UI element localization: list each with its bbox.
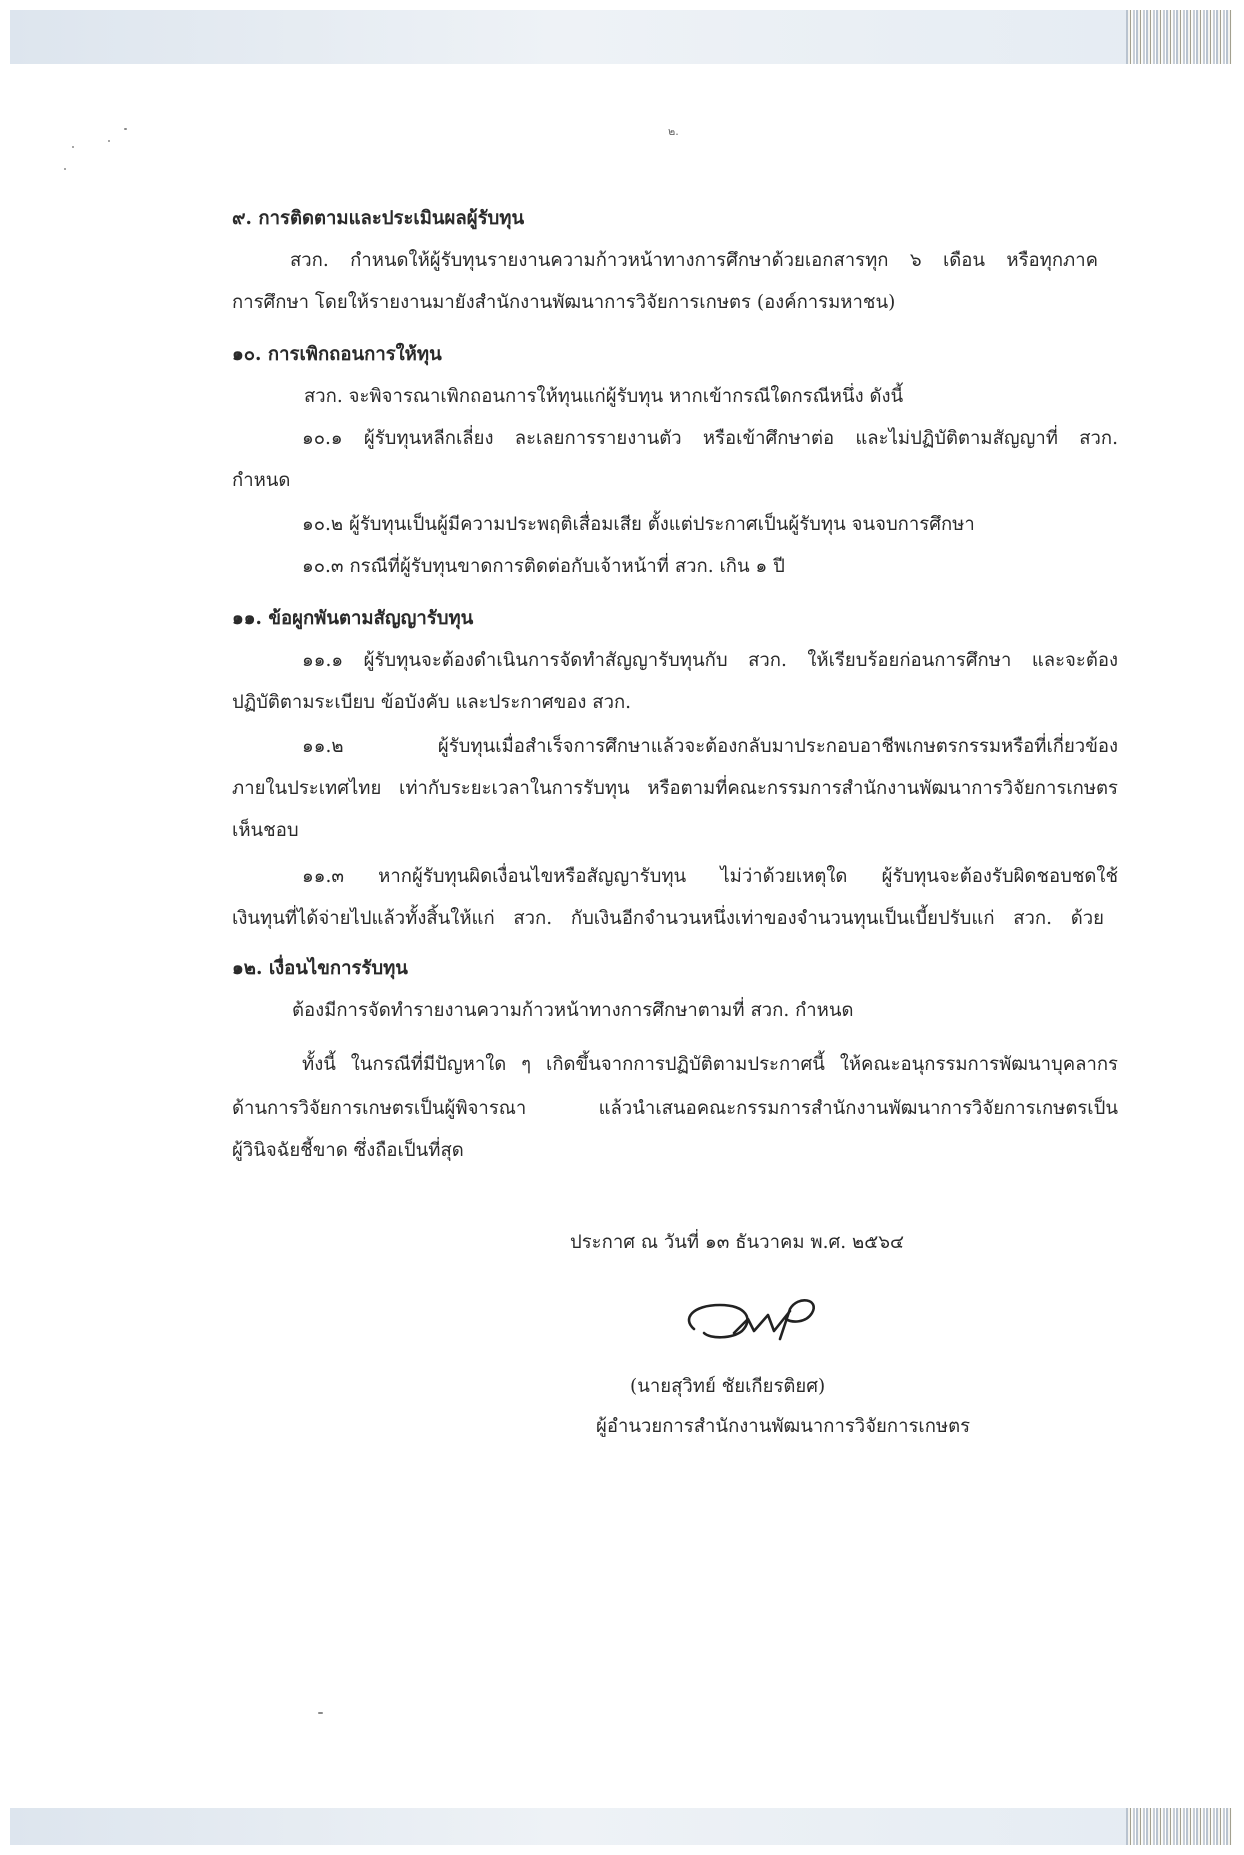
- section-11-item-2-line-2: ภายในประเทศไทย เท่ากับระยะเวลาในการรับทุน หรือตามที่คณะกรรมการสำนักงานพัฒนาการวิจัยการเกษตร: [232, 778, 1118, 799]
- section-9-heading: ๙. การติดตามและประเมินผลผู้รับทุน: [232, 208, 525, 229]
- section-9-paragraph-line-2: การศึกษา โดยให้รายงานมายังสำนักงานพัฒนาการวิจัยการเกษตร (องค์การมหาชน): [232, 292, 896, 313]
- section-10-item-3: ๑๐.๓ กรณีที่ผู้รับทุนขาดการติดต่อกับเจ้าหน้าที่ สวก. เกิน ๑ ปี: [302, 556, 785, 577]
- scan-band-bottom: [10, 1808, 1232, 1845]
- section-11-item-1-line-1: ๑๑.๑ ผู้รับทุนจะต้องดำเนินการจัดทำสัญญารับทุนกับ สวก. ให้เรียบร้อยก่อนการศึกษา และจะต้อง: [302, 650, 1118, 671]
- signer-title: ผู้อำนวยการสำนักงานพัฒนาการวิจัยการเกษตร: [596, 1416, 971, 1437]
- section-11-item-2-line-3: เห็นชอบ: [232, 820, 299, 841]
- scan-band-top: [10, 10, 1232, 64]
- scan-speck: [64, 168, 66, 170]
- closing-line-2: ด้านการวิจัยการเกษตรเป็นผู้พิจารณา แล้วนำเสนอคณะกรรมการสำนักงานพัฒนาการวิจัยการเกษตรเป็น: [232, 1098, 1118, 1119]
- section-10-item-1-line-1: ๑๐.๑ ผู้รับทุนหลีกเลี่ยง ละเลยการรายงานตัว หรือเข้าศึกษาต่อ และไม่ปฏิบัติตามสัญญาที่ สวก.: [302, 428, 1118, 449]
- section-10-item-1-line-2: กำหนด: [232, 470, 291, 491]
- closing-line-1: ทั้งนี้ ในกรณีที่มีปัญหาใด ๆ เกิดขึ้นจากการปฏิบัติตามประกาศนี้ ให้คณะอนุกรรมการพัฒนาบุคลากร: [302, 1054, 1118, 1075]
- section-10-heading: ๑๐. การเพิกถอนการให้ทุน: [232, 344, 442, 365]
- section-9-paragraph-line-1: สวก. กำหนดให้ผู้รับทุนรายงานความก้าวหน้าทางการศึกษาด้วยเอกสารทุก ๖ เดือน หรือทุกภาค: [290, 250, 1098, 271]
- section-11-item-3-line-2: เงินทุนที่ได้จ่ายไปแล้วทั้งสิ้นให้แก่ สวก. กับเงินอีกจำนวนหนึ่งเท่าของจำนวนทุนเป็นเบี้ยปรับแก่ สวก. ด้วย: [232, 908, 1104, 929]
- section-10-item-2: ๑๐.๒ ผู้รับทุนเป็นผู้มีความประพฤติเสื่อมเสีย ตั้งแต่ประกาศเป็นผู้รับทุน จนจบการศึกษา: [302, 514, 975, 535]
- page-number: ๒.: [668, 125, 679, 138]
- handwritten-signature: [680, 1293, 840, 1355]
- section-11-item-2-line-1: ๑๑.๒ ผู้รับทุนเมื่อสำเร็จการศึกษาแล้วจะต้องกลับมาประกอบอาชีพเกษตรกรรมหรือที่เกี่ยวข้อง: [302, 736, 1118, 757]
- scan-speck: [72, 146, 74, 148]
- scan-color-strip-bottom: [1126, 1808, 1232, 1845]
- scan-speck: [124, 128, 127, 130]
- signer-name: (นายสุวิทย์ ชัยเกียรติยศ): [630, 1376, 826, 1397]
- closing-line-3: ผู้วินิจฉัยชี้ขาด ซึ่งถือเป็นที่สุด: [232, 1140, 464, 1161]
- announcement-date: ประกาศ ณ วันที่ ๑๓ ธันวาคม พ.ศ. ๒๕๖๔: [570, 1232, 904, 1253]
- section-11-item-1-line-2: ปฏิบัติตามระเบียบ ข้อบังคับ และประกาศของ สวก.: [232, 692, 632, 713]
- section-10-intro: สวก. จะพิจารณาเพิกถอนการให้ทุนแก่ผู้รับทุน หากเข้ากรณีใดกรณีหนึ่ง ดังนี้: [304, 386, 904, 407]
- section-12-line-1: ต้องมีการจัดทำรายงานความก้าวหน้าทางการศึกษาตามที่ สวก. กำหนด: [292, 1000, 854, 1021]
- scan-speck: [318, 1712, 323, 1714]
- section-12-heading: ๑๒. เงื่อนไขการรับทุน: [232, 958, 408, 979]
- section-11-item-3-line-1: ๑๑.๓ หากผู้รับทุนผิดเงื่อนไขหรือสัญญารับทุน ไม่ว่าด้วยเหตุใด ผู้รับทุนจะต้องรับผิดชอบชดใช้: [302, 866, 1118, 887]
- section-11-heading: ๑๑. ข้อผูกพันตามสัญญารับทุน: [232, 608, 474, 629]
- scan-speck: [108, 140, 110, 142]
- scan-color-strip-top: [1126, 10, 1232, 64]
